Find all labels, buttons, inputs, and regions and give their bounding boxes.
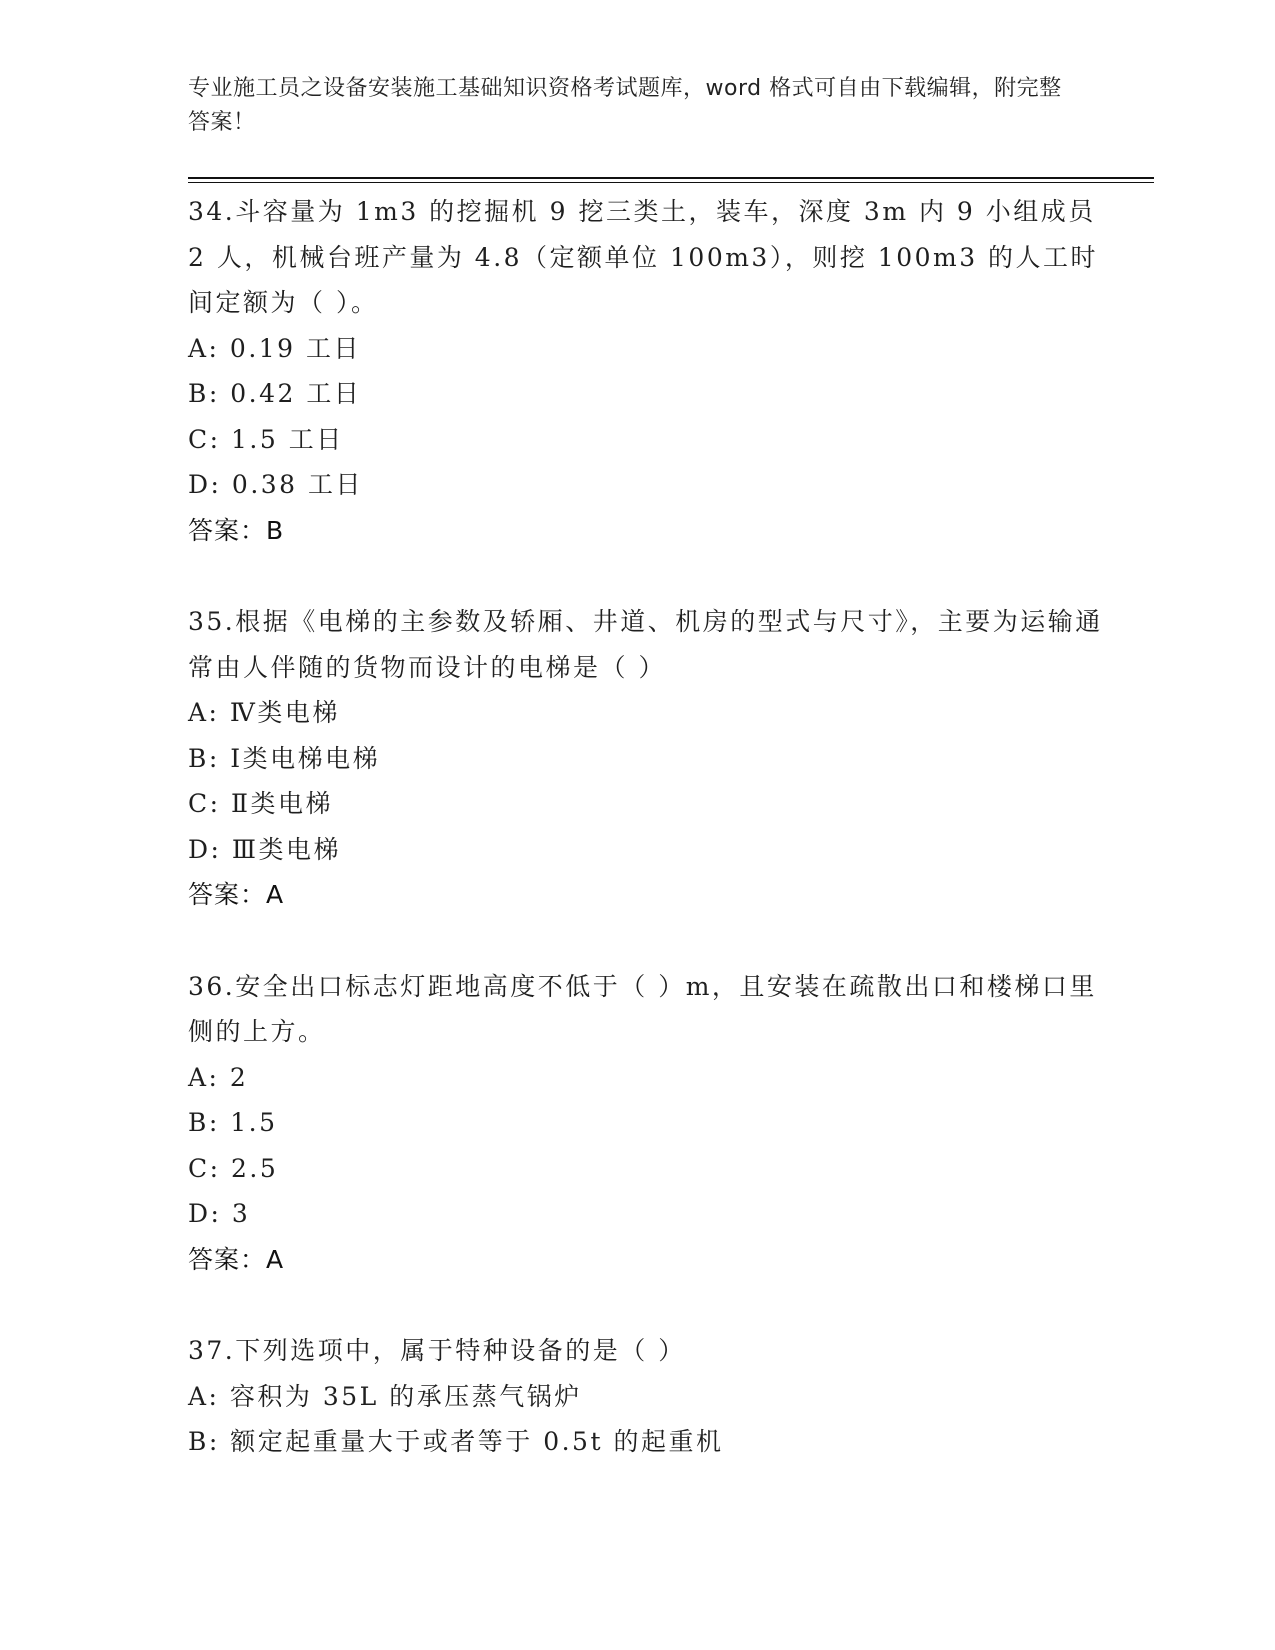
option-a: A: Ⅳ类电梯 [188, 698, 340, 727]
option-c: C: 2.5 [188, 1153, 279, 1183]
option-d: D: Ⅲ类电梯 [188, 834, 342, 864]
option-d: D: 3 [188, 1199, 251, 1228]
answer-line: 答案：B [188, 515, 285, 545]
option-d: D: 0.38 工日 [188, 470, 364, 499]
question-36 [188, 964, 1108, 1283]
question-stem: 35.根据《电梯的主参数及轿厢、井道、机房的型式与尺寸》，主要为运输通常由人伴随的货物而设计的电梯是（ ） [188, 607, 1103, 682]
header-divider-thick [188, 177, 1154, 179]
header-divider-thin [188, 182, 1154, 183]
question-stem: 36.安全出口标志灯距地高度不低于（ ）m，且安装在疏散出口和楼梯口里侧的上方。 [188, 971, 1097, 1046]
question-list [188, 189, 1108, 1511]
answer-line: 答案：A [188, 880, 285, 909]
option-a: A: 2 [188, 1062, 249, 1092]
option-b: B: 1.5 [188, 1108, 278, 1137]
option-b: B: 额定起重量大于或者等于 0.5t 的起重机 [188, 1427, 724, 1456]
question-stem: 37.下列选项中，属于特种设备的是（ ） [188, 1336, 686, 1365]
option-c: C: Ⅱ类电梯 [188, 789, 333, 818]
question-37 [188, 1328, 1108, 1465]
question-stem: 34.斗容量为 1m3 的挖掘机 9 挖三类土，装车，深度 3m 内 9 小组成员 2 人，机械台班产量为 4.8（定额单位 100m3），则挖 100m3 的人工时间定额为（ ）。 [188, 197, 1099, 317]
document-header-note: 专业施工员之设备安装施工基础知识资格考试题库，word 格式可自由下载编辑，附完整答案！ [188, 76, 1062, 135]
answer-line: 答案：A [188, 1244, 285, 1274]
option-a: A: 0.19 工日 [188, 333, 362, 363]
option-c: C: 1.5 工日 [188, 424, 344, 454]
option-b: B: 0.42 工日 [188, 379, 362, 408]
option-a: A: 容积为 35L 的承压蒸气锅炉 [188, 1381, 582, 1411]
question-34 [188, 189, 1108, 553]
option-b: B: Ⅰ类电梯电梯 [188, 743, 381, 773]
question-35 [188, 599, 1108, 918]
